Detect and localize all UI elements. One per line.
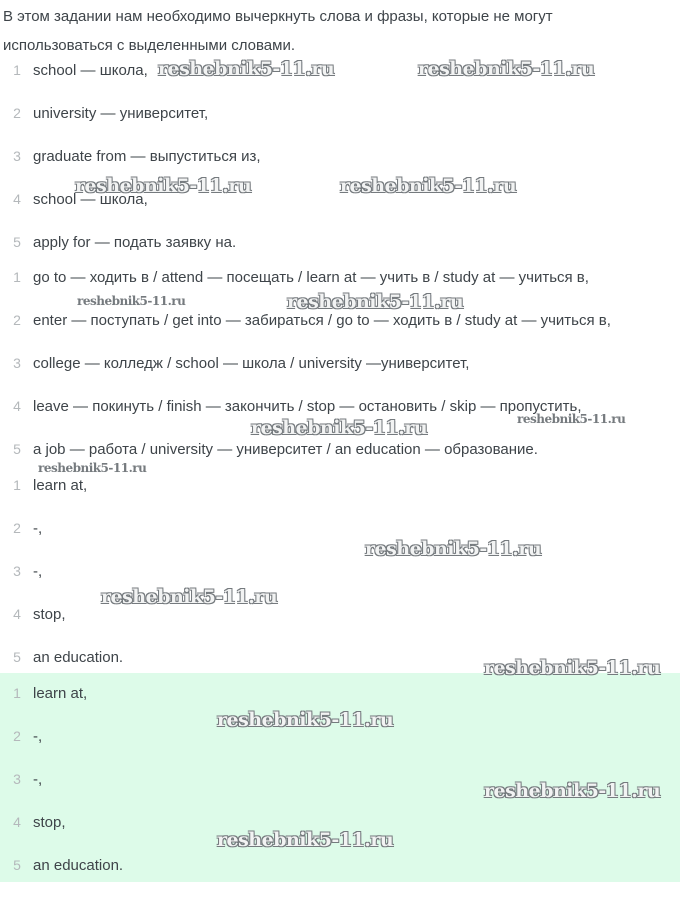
list-item-text: go to — ходить в / attend — посещать / learn at — учить в / study at — учиться в,	[33, 269, 589, 286]
list-item	[0, 312, 680, 329]
list-item-number: 5	[13, 234, 21, 250]
watermark-text: reshebnik5-11.ru	[217, 709, 394, 731]
list-item-number: 3	[13, 355, 21, 371]
list-item-text: a job — работа / university — университет / an education — образование.	[33, 441, 538, 458]
list-item-text: learn at,	[33, 685, 88, 702]
list-item-text: -,	[33, 563, 43, 580]
watermark-text: reshebnik5-11.ru	[365, 538, 542, 560]
list-item-number: 2	[13, 728, 21, 744]
list-item	[0, 685, 680, 702]
list-item	[0, 105, 680, 122]
list-item-number: 5	[13, 441, 21, 457]
list-item-number: 3	[13, 148, 21, 164]
list-item-text: leave — покинуть / finish — закончить / stop — остановить / skip — пропустить,	[33, 398, 582, 415]
list-item-text: -,	[33, 520, 43, 537]
list-item	[0, 398, 680, 415]
list-item	[0, 857, 680, 874]
watermark-text: reshebnik5-11.ru	[38, 461, 147, 475]
list-item-number: 4	[13, 606, 21, 622]
list-item-text: -,	[33, 728, 43, 745]
list-item-number: 4	[13, 398, 21, 414]
watermark-text: reshebnik5-11.ru	[217, 829, 394, 851]
list-item-text: an education.	[33, 649, 124, 666]
list-item-text: learn at,	[33, 477, 88, 494]
list-item-number: 1	[13, 685, 21, 701]
watermark-text: reshebnik5-11.ru	[340, 175, 517, 197]
list-item-number: 3	[13, 771, 21, 787]
list-item-text: stop,	[33, 814, 66, 831]
watermark-text: reshebnik5-11.ru	[75, 175, 252, 197]
list-item	[0, 520, 680, 537]
list-item	[0, 191, 680, 208]
watermark-text: reshebnik5-11.ru	[484, 780, 661, 802]
list-item	[0, 606, 680, 623]
list-item-number: 4	[13, 191, 21, 207]
list-item-number: 2	[13, 312, 21, 328]
watermark-text: reshebnik5-11.ru	[287, 291, 464, 313]
list-item	[0, 62, 680, 79]
list-item-number: 1	[13, 269, 21, 285]
list-item-number: 2	[13, 105, 21, 121]
watermark-text: reshebnik5-11.ru	[77, 294, 186, 308]
task-description: В этом задании нам необходимо вычеркнуть слова и фразы, которые не могут использоваться с выделенными словами.	[3, 8, 553, 54]
list-item-text: -,	[33, 771, 43, 788]
list-item-number: 3	[13, 563, 21, 579]
list-item	[0, 234, 680, 251]
list-item-number: 4	[13, 814, 21, 830]
list-item-number: 5	[13, 857, 21, 873]
watermark-text: reshebnik5-11.ru	[484, 657, 661, 679]
list-item	[0, 148, 680, 165]
watermark-text: reshebnik5-11.ru	[418, 58, 595, 80]
list-item-number: 5	[13, 649, 21, 665]
list-item	[0, 649, 680, 666]
watermark-text: reshebnik5-11.ru	[101, 586, 278, 608]
list-item-number: 2	[13, 520, 21, 536]
watermark-text: reshebnik5-11.ru	[251, 417, 428, 439]
list-item-text: school — школа,	[33, 191, 148, 208]
list-item-text: school — школа,	[33, 62, 148, 79]
list-item	[0, 771, 680, 788]
list-item	[0, 355, 680, 372]
list-item-text: an education.	[33, 857, 124, 874]
watermark-text: reshebnik5-11.ru	[517, 412, 626, 426]
list-item-number: 1	[13, 477, 21, 493]
list-item-number: 1	[13, 62, 21, 78]
list-item-text: college — колледж / school — школа / university —университет,	[33, 355, 470, 372]
list-item-text: graduate from — выпуститься из,	[33, 148, 261, 165]
watermark-text: reshebnik5-11.ru	[158, 58, 335, 80]
list-item	[0, 814, 680, 831]
list-item	[0, 477, 680, 494]
list-item	[0, 269, 680, 286]
list-item-text: university — университет,	[33, 105, 209, 122]
list-item-text: enter — поступать / get into — забираться / go to — ходить в / study at — учиться в,	[33, 312, 611, 329]
list-item-text: stop,	[33, 606, 66, 623]
list-item	[0, 563, 680, 580]
list-item	[0, 728, 680, 745]
list-item	[0, 441, 680, 458]
list-item-text: apply for — подать заявку на.	[33, 234, 237, 251]
